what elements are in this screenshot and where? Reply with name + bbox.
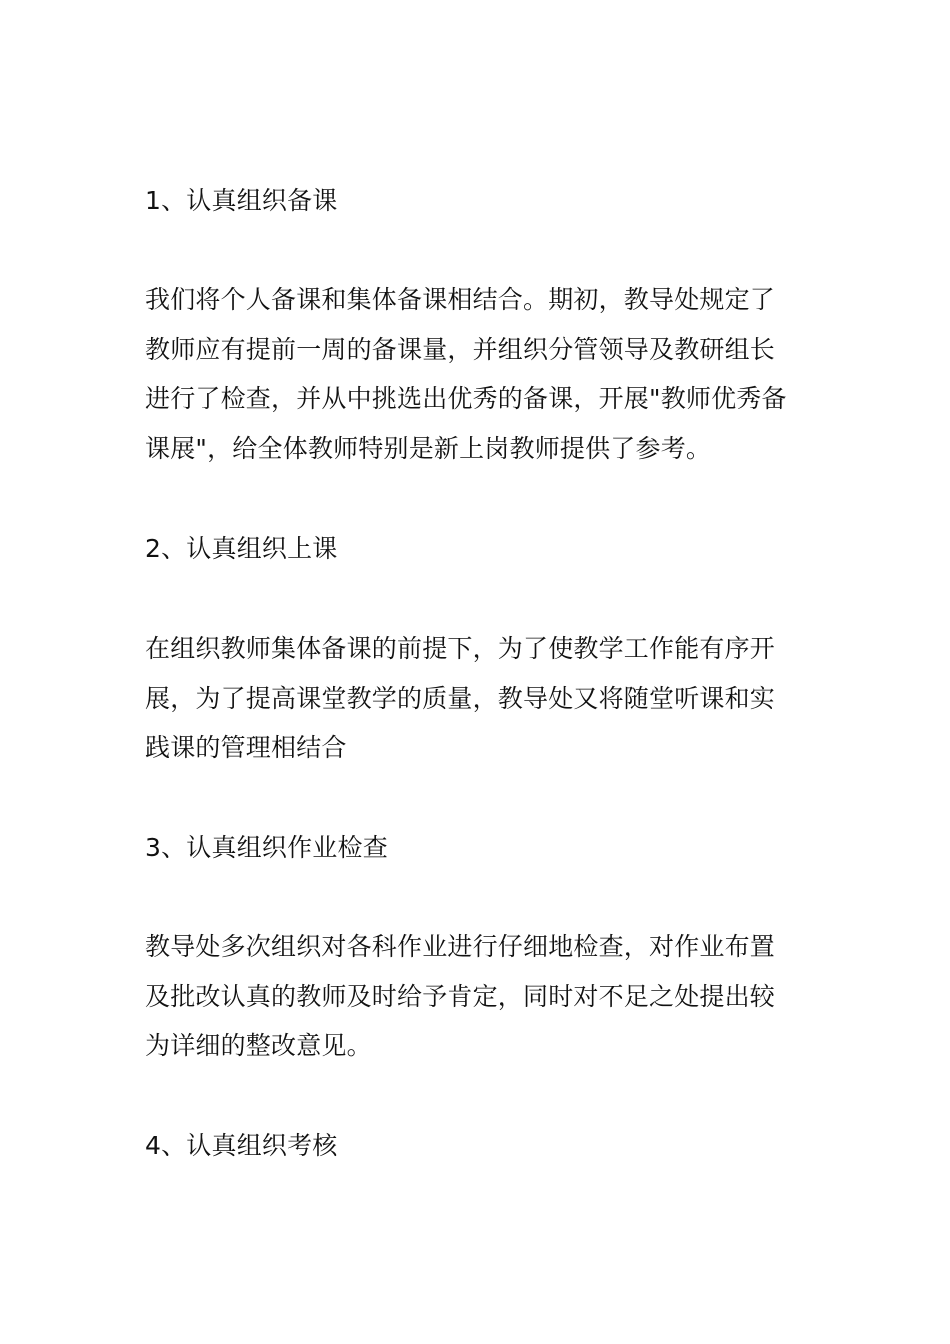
text-line: 及批改认真的教师及时给予肯定，同时对不足之处提出较 <box>145 981 776 1011</box>
text-line: 3、认真组织作业检查 <box>145 833 388 862</box>
text-line: 进行了检查，并从中挑选出优秀的备课，开展"教师优秀备 <box>145 384 787 413</box>
text-line: 教师应有提前一周的备课量，并组织分管领导及教研组长 <box>145 334 776 364</box>
section-paragraph-3 <box>145 922 810 1071</box>
text-line: 4、认真组织考核 <box>145 1131 338 1160</box>
text-line: 1、认真组织备课 <box>145 186 338 215</box>
text-line: 我们将个人备课和集体备课相结合。期初，教导处规定了 <box>145 285 776 314</box>
text-line: 在组织教师集体备课的前提下，为了使教学工作能有序开 <box>145 634 776 663</box>
text-line: 课展"，给全体教师特别是新上岗教师提供了参考。 <box>145 433 712 463</box>
text-line: 展，为了提高课堂教学的质量，教导处又将随堂听课和实 <box>145 683 776 713</box>
text-line: 2、认真组织上课 <box>145 534 338 563</box>
section-heading-3 <box>145 823 810 873</box>
text-line: 教导处多次组织对各科作业进行仔细地检查，对作业布置 <box>145 932 776 961</box>
section-paragraph-2 <box>145 624 810 773</box>
text-line: 践课的管理相结合 <box>145 733 347 762</box>
section-heading-2 <box>145 524 810 574</box>
section-heading-1 <box>145 176 810 226</box>
section-paragraph-1 <box>145 275 810 473</box>
text-line: 为详细的整改意见。 <box>145 1031 372 1060</box>
section-heading-4 <box>145 1121 810 1171</box>
